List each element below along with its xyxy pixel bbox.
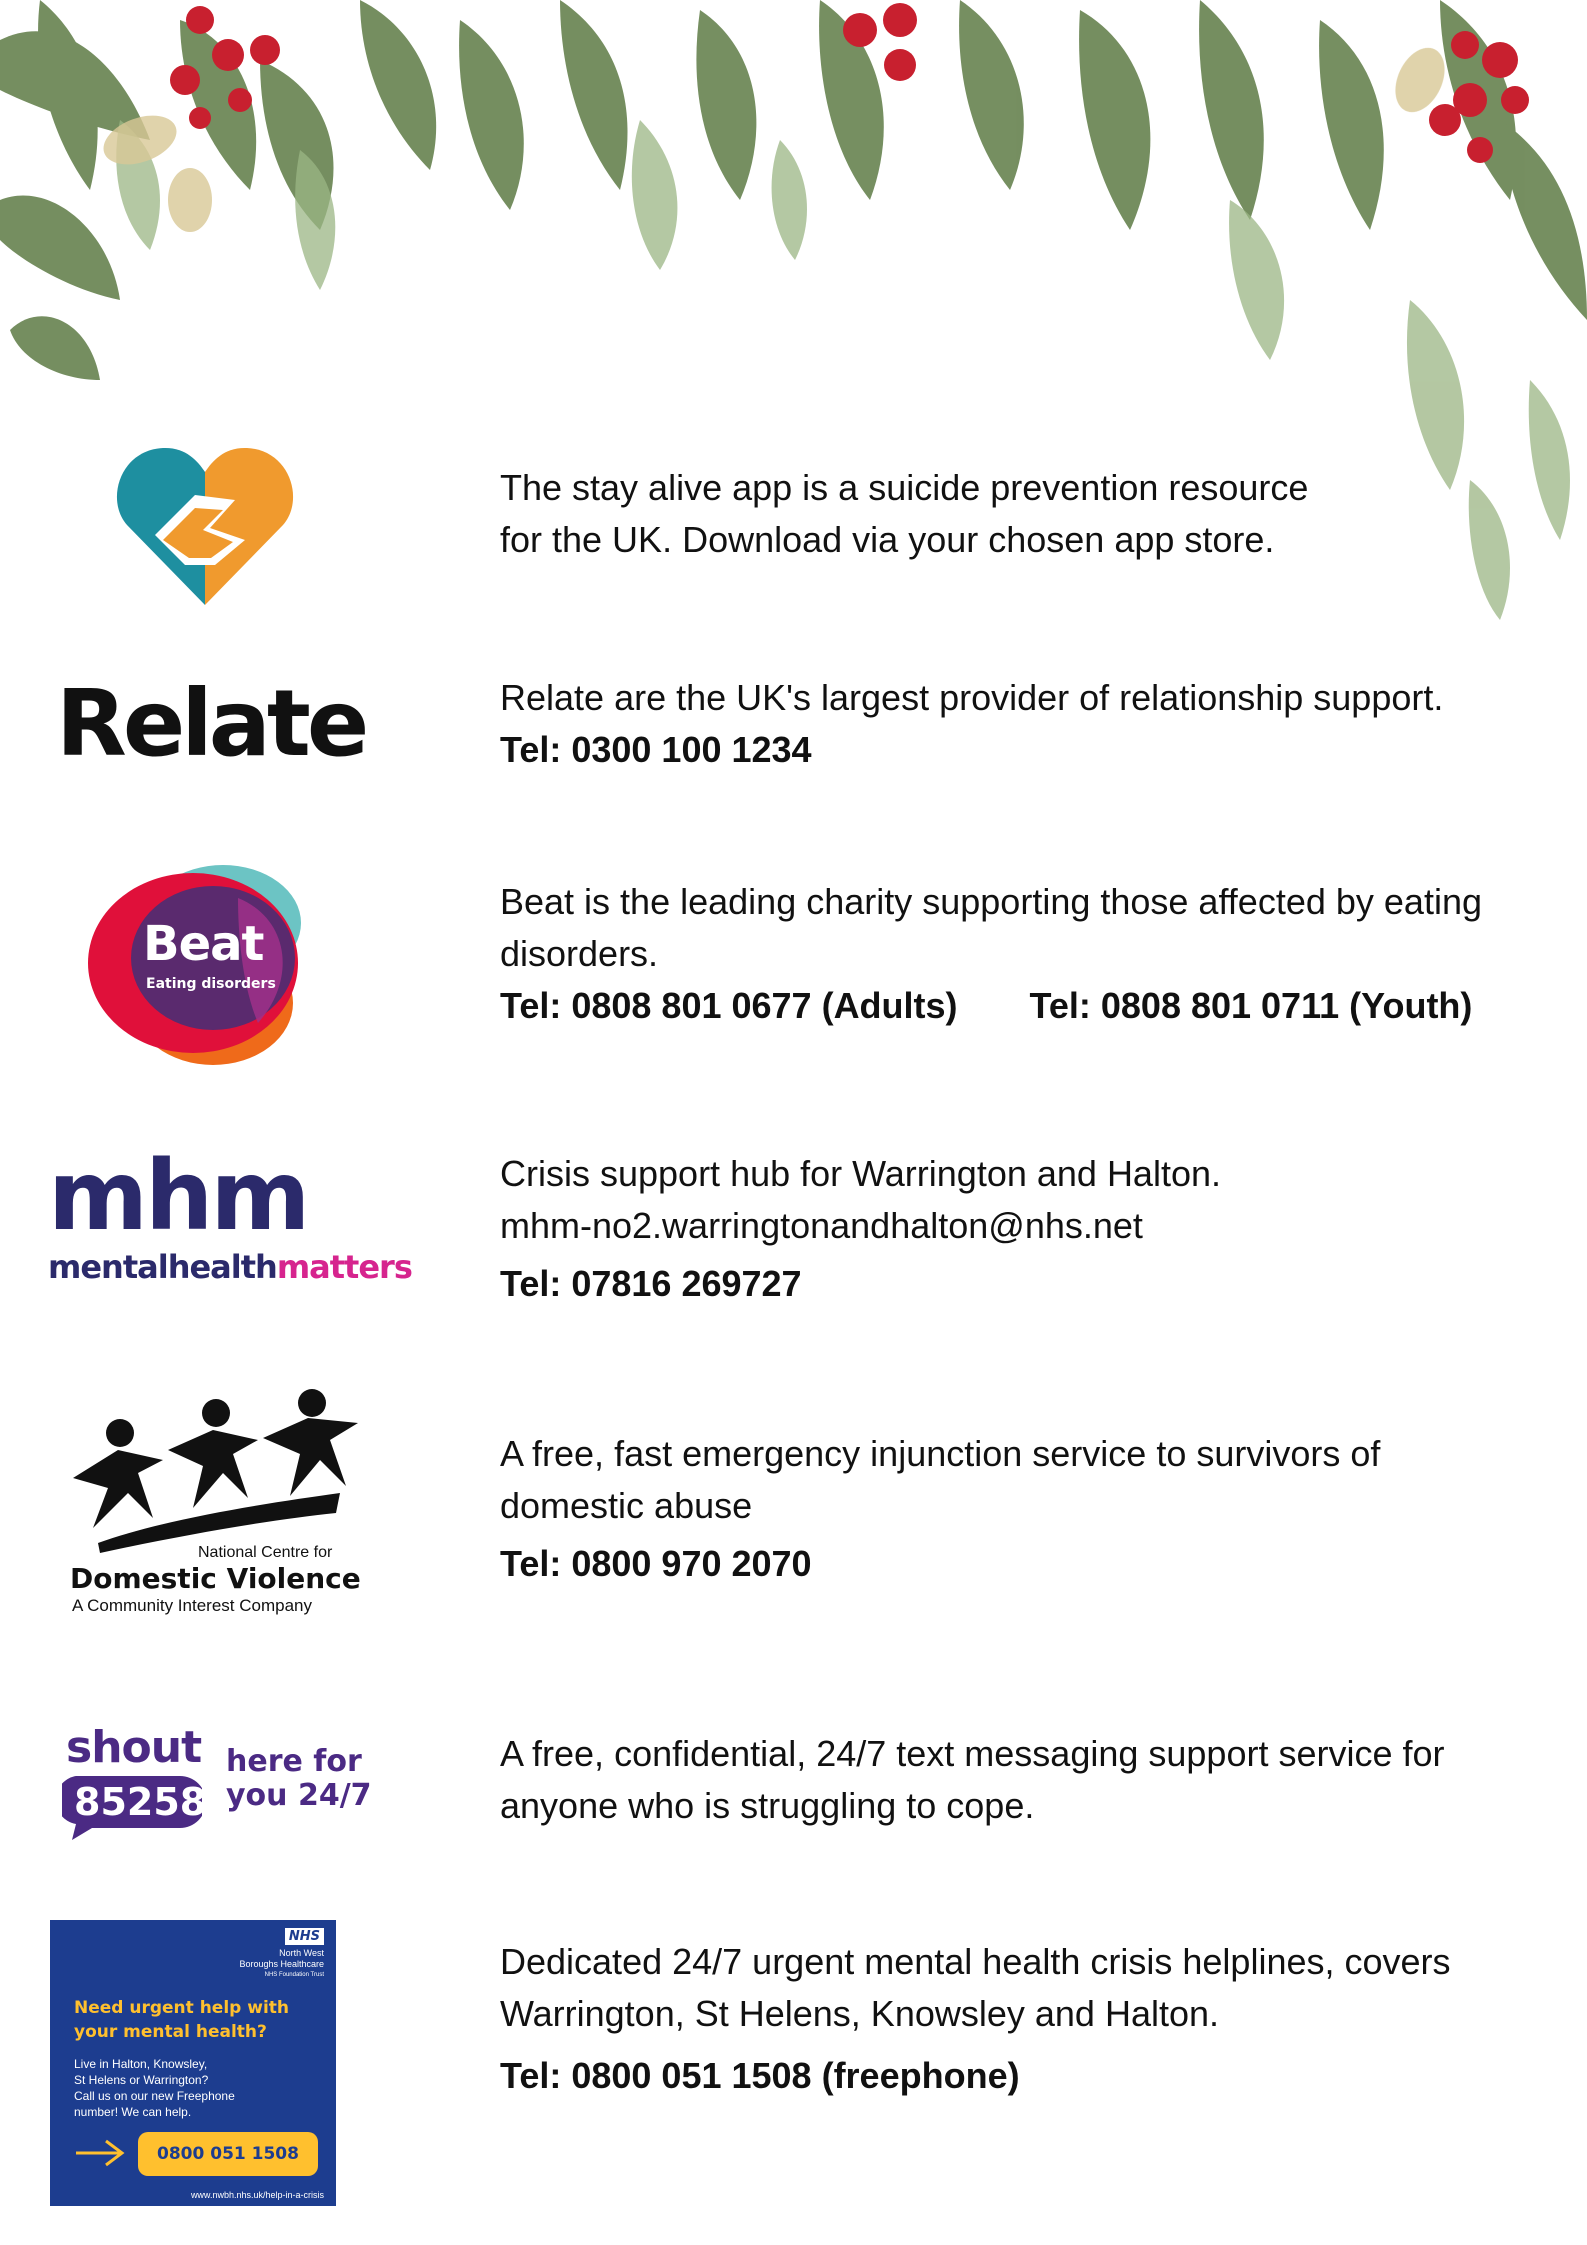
relate-phone: Tel: 0300 100 1234: [500, 729, 812, 770]
mhm-logo-part2: matters: [276, 1248, 412, 1286]
ncdv-logo-line3: A Community Interest Company: [72, 1596, 312, 1615]
nwbh-line-2: Warrington, St Helens, Knowsley and Halton.: [500, 1993, 1220, 2034]
nwbh-phone-button: 0800 051 1508: [138, 2132, 318, 2176]
beat-phone-adults: Tel: 0808 801 0677 (Adults): [500, 985, 958, 1026]
shout-logo-number: 85258: [74, 1780, 207, 1824]
beat-logo-name: Beat: [143, 916, 264, 972]
ncdv-phone: Tel: 0800 970 2070: [500, 1543, 812, 1584]
stayalive-line-2: for the UK. Download via your chosen app store.: [500, 519, 1275, 560]
mhm-email[interactable]: mhm-no2.warringtonandhalton@nhs.net: [500, 1205, 1143, 1246]
mhm-description: Crisis support hub for Warrington and Halton.: [500, 1153, 1222, 1194]
nwbh-line-1: Dedicated 24/7 urgent mental health crisis helplines, covers: [500, 1941, 1451, 1982]
nwbh-phone: Tel: 0800 051 1508 (freephone): [500, 2055, 1020, 2096]
mhm-logo-part1: mentalhealth: [48, 1248, 277, 1286]
nwbh-headline-1: Need urgent help with: [74, 1998, 290, 2018]
relate-logo: Relate: [56, 670, 366, 777]
nwbh-org-line1: North West: [279, 1948, 324, 1958]
shout-logo-tag1: here for: [226, 1744, 362, 1779]
nwbh-body-3: Call us on our new Freephone: [74, 2089, 235, 2103]
nwbh-org-line2: Boroughs Healthcare: [239, 1959, 324, 1969]
ncdv-logo-line1: National Centre for: [198, 1544, 333, 1561]
ncdv-figures-icon: [68, 1388, 368, 1558]
mhm-logo-short: mhm: [48, 1140, 308, 1252]
beat-line-2: disorders.: [500, 933, 659, 974]
beat-logo-tagline: Eating disorders: [146, 976, 276, 992]
ncdv-logo: [68, 1388, 368, 1618]
beat-phone-youth: Tel: 0808 801 0711 (Youth): [1029, 985, 1473, 1026]
shout-logo-tag2: you 24/7: [226, 1778, 372, 1813]
shout-line-1: A free, confidential, 24/7 text messaging support service for: [500, 1733, 1445, 1774]
nwbh-headline-2: your mental health?: [74, 2022, 267, 2042]
arrow-right-icon: [74, 2138, 126, 2168]
ncdv-line-2: domestic abuse: [500, 1485, 753, 1526]
nwbh-url: www.nwbh.nhs.uk/help-in-a-crisis: [190, 2190, 324, 2200]
nwbh-org-line3: NHS Foundation Trust: [264, 1972, 324, 1978]
stay-alive-heart-icon: [115, 440, 295, 610]
nwbh-body-1: Live in Halton, Knowsley,: [74, 2057, 208, 2071]
nhs-badge: NHS: [285, 1928, 324, 1945]
nwbh-crisis-poster: [50, 1920, 336, 2206]
shout-logo: [62, 1722, 382, 1842]
beat-line-1: Beat is the leading charity supporting those affected by eating: [500, 881, 1482, 922]
mhm-phone: Tel: 07816 269727: [500, 1263, 802, 1304]
ncdv-logo-line2: Domestic Violence: [70, 1562, 361, 1595]
nwbh-body-4: number! We can help.: [74, 2105, 192, 2119]
shout-logo-word: shout: [66, 1722, 202, 1773]
ncdv-line-1: A free, fast emergency injunction service to survivors of: [500, 1433, 1381, 1474]
relate-description: Relate are the UK's largest provider of relationship support.: [500, 677, 1444, 718]
shout-line-2: anyone who is struggling to cope.: [500, 1785, 1035, 1826]
stayalive-line-1: The stay alive app is a suicide prevention resource: [500, 467, 1309, 508]
beat-logo: [88, 858, 308, 1068]
nwbh-body-2: St Helens or Warrington?: [74, 2073, 209, 2087]
mhm-logo: [48, 1140, 428, 1298]
